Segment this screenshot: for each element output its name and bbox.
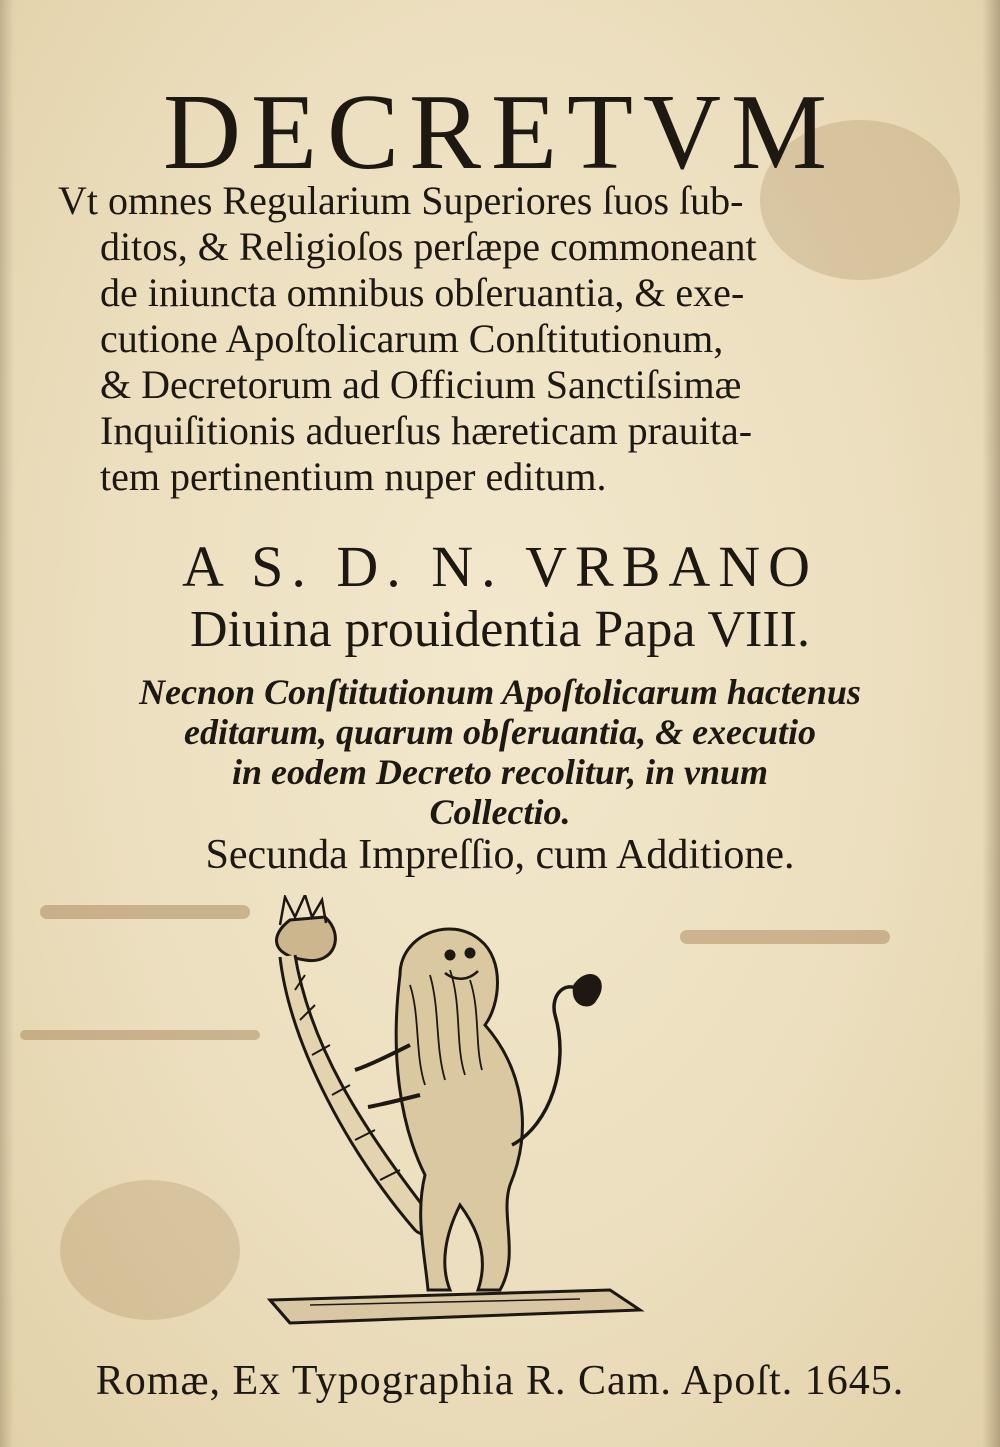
- description-line: Inquiſitionis aduerſus hæreticam prauita-: [100, 408, 753, 453]
- collection-note-line: Collectio.: [429, 792, 571, 832]
- collection-note-line: in eodem Decreto recolitur, in vnum: [232, 752, 768, 792]
- paper-stain: [20, 1030, 260, 1040]
- paper-stain: [680, 930, 890, 944]
- decree-description: [58, 178, 840, 500]
- description-line: ditos, & Religioſos perſæpe commoneant: [100, 224, 757, 269]
- paper-stain: [60, 1180, 240, 1320]
- collection-note-line: Necnon Conſtitutionum Apoſtolicarum hactenus: [139, 672, 861, 712]
- description-line: cutione Apoſtolicarum Conſtitutionum,: [100, 316, 724, 361]
- paper-stain: [40, 905, 250, 919]
- collection-note-line: editarum, quarum obſeruantia, & executio: [183, 712, 817, 752]
- edition-statement: Secunda Impreſſio, cum Additione.: [205, 832, 795, 878]
- pope-title: Diuina prouidentia Papa VIII.: [190, 601, 810, 658]
- description-line: tem pertinentium nuper editum.: [100, 454, 607, 499]
- collection-note: [0, 672, 1000, 832]
- lion-woodcut-emblem: [250, 895, 670, 1335]
- description-line: & Decretorum ad Officium Sanctiſsimæ: [100, 362, 742, 407]
- printer-imprint: Romæ, Ex Typographia R. Cam. Apoſt. 1645.: [95, 1358, 905, 1404]
- description-line: de iniuncta omnibus obſeruantia, & exe-: [100, 270, 745, 315]
- document-title: DECRETVM: [163, 73, 837, 192]
- pope-attribution: A S. D. N. VRBANO: [181, 534, 819, 599]
- description-line: Vt omnes Regularium Superiores ſuos ſub-: [58, 178, 744, 223]
